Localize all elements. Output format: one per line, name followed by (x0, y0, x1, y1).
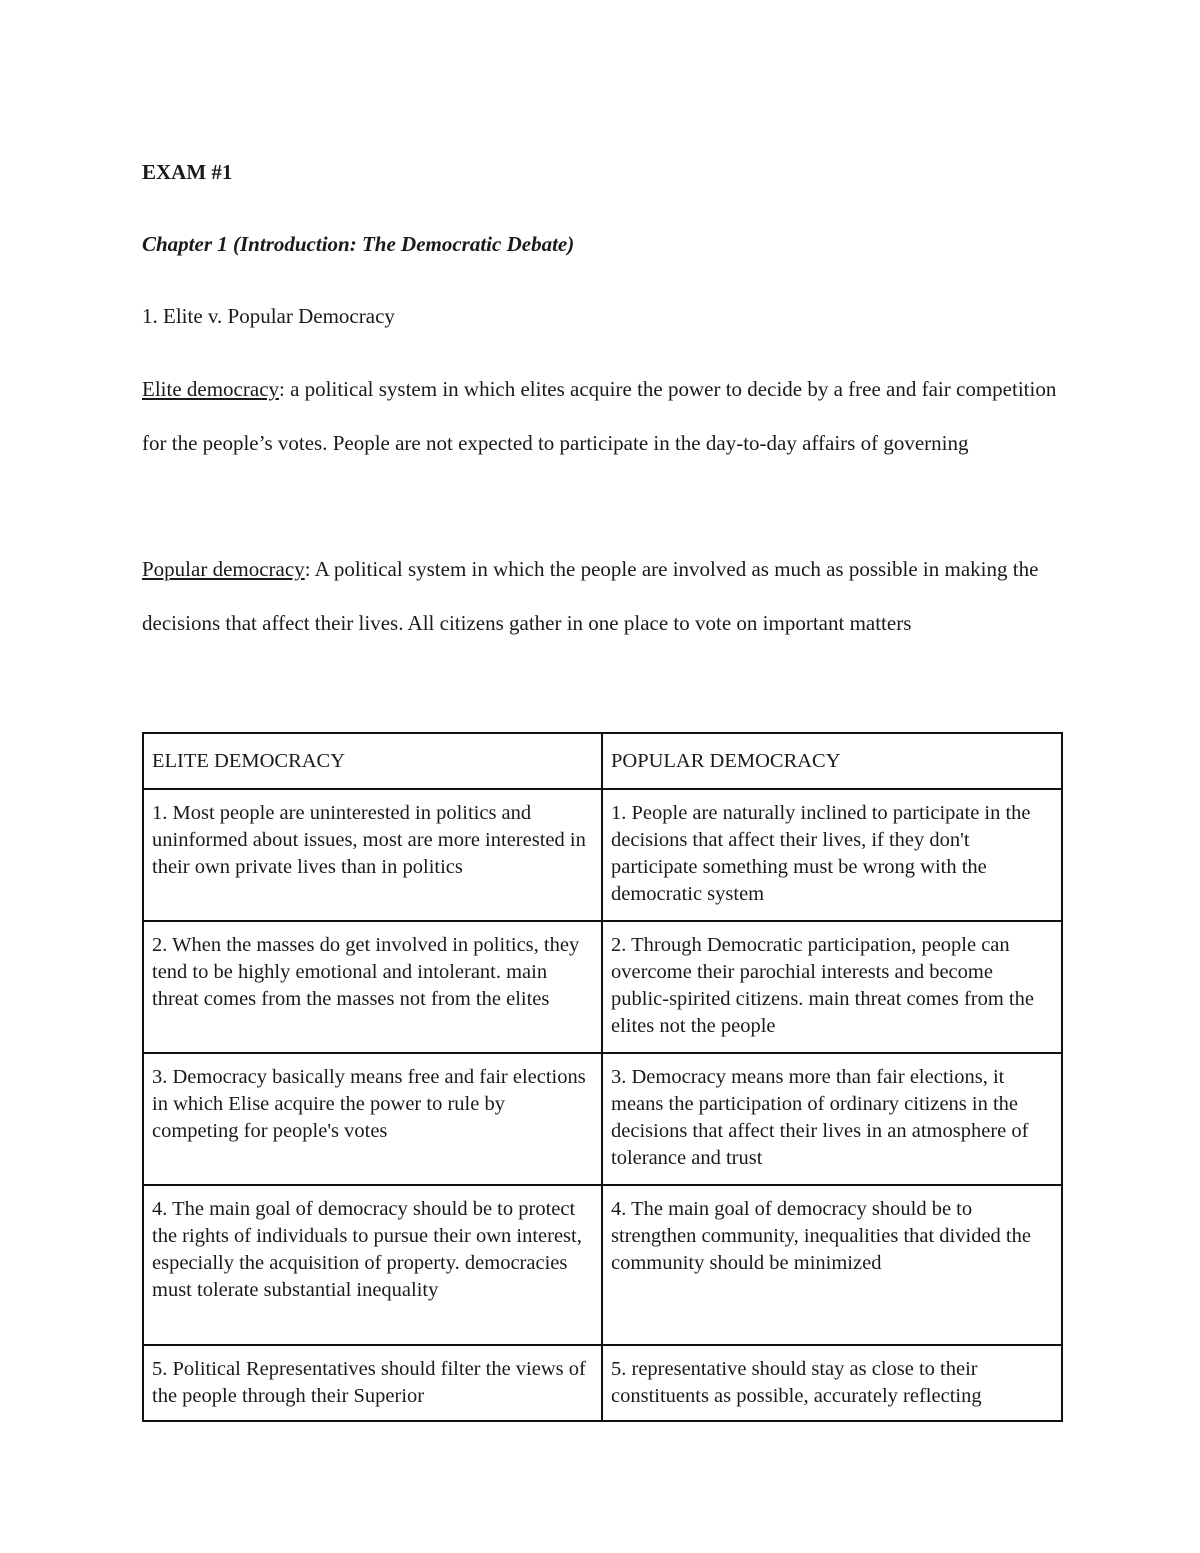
popular-democracy-definition (142, 542, 1062, 650)
popular-cell: 3. Democracy means more than fair elections, it means the participation of ordinary citizens in the decisions that affect their lives in an atmosphere of tolerance and trust (602, 1053, 1062, 1185)
elite-democracy-text: : a political system in which elites acquire the power to decide by a free and fair competition for the people’s votes. People are not expected to participate in the day-to-day affairs of governing (142, 377, 1057, 455)
table-row (143, 921, 1062, 1053)
elite-cell: 4. The main goal of democracy should be to protect the rights of individuals to pursue their own interest, especially the acquisition of property. democracies must tolerate substantial inequality (143, 1185, 602, 1345)
elite-cell: 1. Most people are uninterested in politics and uninformed about issues, most are more interested in their own private lives than in politics (143, 789, 602, 921)
popular-democracy-text: : A political system in which the people are involved as much as possible in making the decisions that affect their lives. All citizens gather in one place to vote on important matters (142, 557, 1039, 635)
section-heading: 1. Elite v. Popular Democracy (142, 304, 395, 328)
table-row (143, 1053, 1062, 1185)
popular-cell: 1. People are naturally inclined to participate in the decisions that affect their lives, if they don't participate something must be wrong with the democratic system (602, 789, 1062, 921)
header-popular-democracy: POPULAR DEMOCRACY (602, 733, 1062, 789)
elite-cell: 5. Political Representatives should filter the views of the people through their Superior (143, 1345, 602, 1421)
table-row (143, 1185, 1062, 1345)
elite-cell: 2. When the masses do get involved in politics, they tend to be highly emotional and intolerant. main threat comes from the masses not from the elites (143, 921, 602, 1053)
elite-cell: 3. Democracy basically means free and fair elections in which Elise acquire the power to rule by competing for people's votes (143, 1053, 602, 1185)
table-row (143, 789, 1062, 921)
header-elite-democracy: ELITE DEMOCRACY (143, 733, 602, 789)
table-header-row (143, 733, 1062, 789)
table-row (143, 1345, 1062, 1421)
elite-democracy-definition (142, 362, 1062, 470)
exam-title: EXAM #1 (142, 160, 233, 184)
popular-cell: 2. Through Democratic participation, people can overcome their parochial interests and become public-spirited citizens. main threat comes from the elites not the people (602, 921, 1062, 1053)
elite-democracy-term: Elite democracy (142, 377, 280, 401)
popular-cell: 5. representative should stay as close to their constituents as possible, accurately reflecting (602, 1345, 1062, 1421)
popular-cell: 4. The main goal of democracy should be to strengthen community, inequalities that divided the community should be minimized (602, 1185, 1062, 1345)
chapter-title: Chapter 1 (Introduction: The Democratic Debate) (142, 232, 575, 256)
comparison-table (142, 732, 1063, 1422)
popular-democracy-term: Popular democracy (142, 557, 305, 581)
